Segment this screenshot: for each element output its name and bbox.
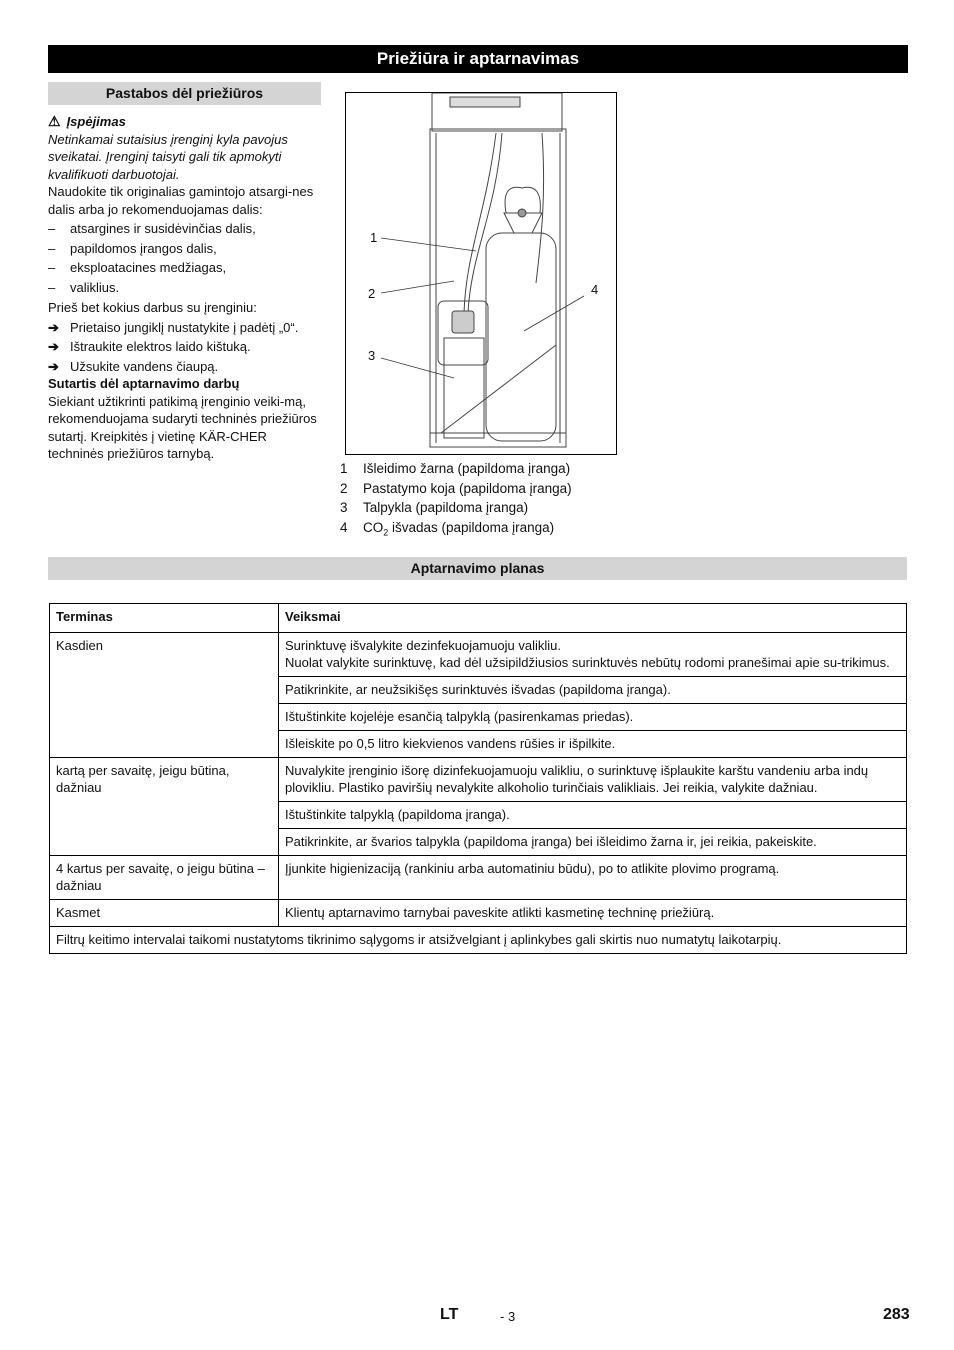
table-row xyxy=(50,900,907,927)
list-item: – eksploatacines medžiagas, xyxy=(48,260,227,275)
step-item: ➔ Užsukite vandens čiaupą. xyxy=(48,358,219,374)
section-title-maintenance-notes: Pastabos dėl priežiūros xyxy=(48,82,321,105)
table-row xyxy=(50,633,907,677)
action-cell: Įjunkite higienizaciją (rankiniu arba automatiniu būdu), po to atlikite plovimo programą. xyxy=(279,856,907,900)
arrow-icon: ➔ xyxy=(48,339,59,354)
footnote-cell: Filtrų keitimo intervalai taikomi nustatytoms tikrinimo sąlygoms ir atsižvelgiant į aplinkybes gali skirtis nuo numatytų laikotarpių. xyxy=(50,927,907,954)
step-item: ➔ Ištraukite elektros laido kištuką. xyxy=(48,339,251,354)
page-title: Priežiūra ir aptarnavimas xyxy=(48,45,908,73)
contract-text: Siekiant užtikrinti patikimą įrenginio veiki-mą, rekomenduojama sudaryti techninės priežiūros sutartį. Kreipkitės į vietinę KÄR-CHER techninės priežiūros tarnybą. xyxy=(48,393,317,461)
callout-2: 2 xyxy=(368,286,376,301)
table-row xyxy=(50,758,907,802)
warning-heading xyxy=(48,113,323,131)
term-cell: kartą per savaitę, jeigu būtina, dažniau xyxy=(50,758,279,856)
action-cell: Išleiskite po 0,5 litro kiekvienos vandens rūšies ir išpilkite. xyxy=(279,731,907,758)
action-cell: Patikrinkite, ar neužsikišęs surinktuvės išvadas (papildoma įranga). xyxy=(279,677,907,704)
legend-item: 4 $CO_2$ išvadas (papildoma įranga) xyxy=(340,519,555,538)
action-cell: Patikrinkite, ar švarios talpykla (papildoma įranga) bei išleidimo žarna ir, jei reikia, pakeiskite. xyxy=(279,829,907,856)
warning-triangle-icon: ⚠ xyxy=(48,113,61,129)
col-header-term: Terminas xyxy=(50,604,279,633)
table-footnote-row xyxy=(50,927,907,954)
table-header-row xyxy=(50,604,907,633)
action-cell: Klientų aptarnavimo tarnybai paveskite atlikti kasmetinę techninę priežiūrą. xyxy=(279,900,907,927)
col-header-actions: Veiksmai xyxy=(279,604,907,633)
footer-page-local: - 3 xyxy=(500,1309,516,1324)
action-cell: Ištuštinkite talpyklą (papildoma įranga). xyxy=(279,802,907,829)
device-figure xyxy=(345,92,617,455)
warning-text: Netinkamai sutaisius įrenginį kyla pavojus sveikatai. Įrenginį taisyti gali tik apmokyti kvalifikuoti darbuotojai. xyxy=(48,131,288,182)
before-text: Prieš bet kokius darbus su įrenginiu: xyxy=(48,300,257,315)
arrow-icon: ➔ xyxy=(48,358,59,374)
legend-item: 2 Pastatymo koja (papildoma įranga) xyxy=(340,480,572,496)
warning-label: Įspėjimas xyxy=(66,114,126,129)
callout-3: 3 xyxy=(368,348,376,363)
device-illustration xyxy=(346,93,616,454)
action-cell: Ištuštinkite kojelėje esančią talpyklą (pasirenkamas priedas). xyxy=(279,704,907,731)
step-item: ➔ Prietaiso jungiklį nustatykite į padėtį „0“. xyxy=(48,319,299,335)
left-column xyxy=(48,113,323,463)
maintenance-plan-table xyxy=(49,603,907,954)
figure-legend xyxy=(340,459,640,543)
term-cell: Kasmet xyxy=(50,900,279,927)
table-row xyxy=(50,856,907,900)
footer-page-number: 283 xyxy=(883,1306,910,1323)
term-cell: 4 kartus per savaitę, o jeigu būtina – dažniau xyxy=(50,856,279,900)
legend-item: 1 Išleidimo žarna (papildoma įranga) xyxy=(340,461,571,476)
intro-text: Naudokite tik originalias gamintojo atsargi-nes dalis arba jo rekomenduojamas dalis: xyxy=(48,184,314,217)
footer-language: LT xyxy=(440,1306,459,1323)
section-title-maintenance-plan: Aptarnavimo planas xyxy=(48,557,907,580)
list-item: – papildomos įrangos dalis, xyxy=(48,240,217,256)
action-cell: Nuvalykite įrenginio išorę dizinfekuojamuoju valikliu, o surinktuvę išplaukite karštu vandeniu arba indų plovikliu. Plastiko paviršių nevalykite alkoholio turinčiais valikliais. Jei reikia, valykite dažniau. xyxy=(279,758,907,802)
list-item: – atsargines ir susidėvinčias dalis, xyxy=(48,221,256,236)
contract-title: Sutartis dėl aptarnavimo darbų xyxy=(48,376,240,391)
legend-item: 3 Talpykla (papildoma įranga) xyxy=(340,500,529,515)
callout-4: 4 xyxy=(591,282,599,297)
arrow-icon: ➔ xyxy=(48,319,59,335)
callout-1: 1 xyxy=(370,230,378,245)
list-item: – valiklius. xyxy=(48,279,120,295)
term-cell: Kasdien xyxy=(50,633,279,758)
action-cell: Surinktuvę išvalykite dezinfekuojamuoju valikliu. Nuolat valykite surinktuvę, kad dėl užsipildžiusios surinktuvės nebūtų rodomi pranešimai apie su-trikimus. xyxy=(279,633,907,677)
